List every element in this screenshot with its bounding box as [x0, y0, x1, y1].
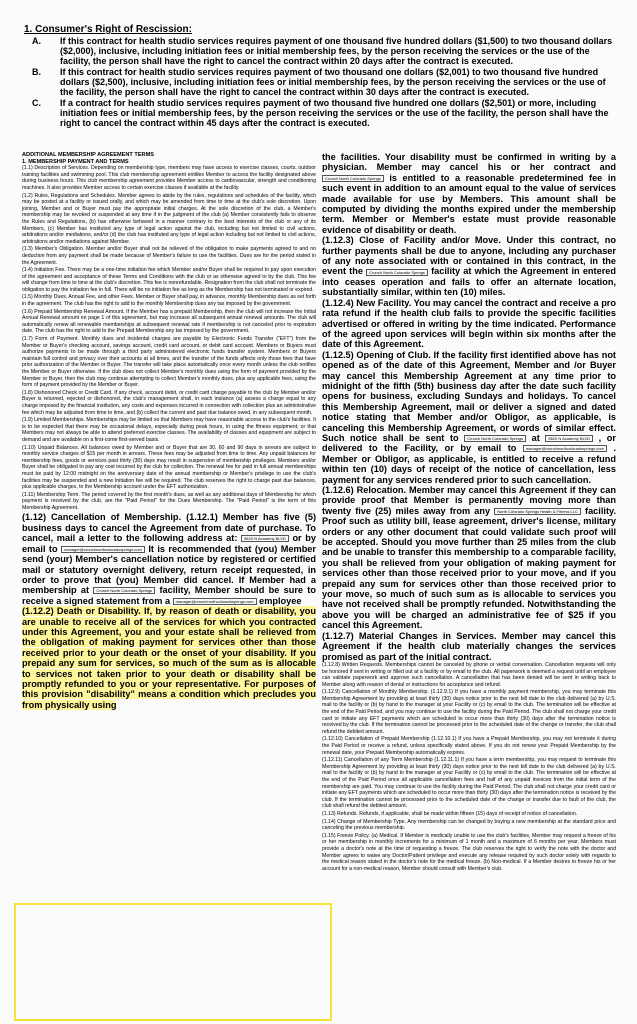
clause-1-12-10: (1.12.10) Cancellation of Prepaid Membership (1.12.10.1) If you have a Prepaid Membership, you may not terminate it during the Paid Period or receive a refund, unless specifically stated above. If you do not renew your Prepaid Membership by the renewal date, your Prepaid Membership automatically expires. [322, 736, 616, 756]
email-stamp: manager@crunchnorthcoloradosprings.com [173, 598, 257, 605]
club-stamp: Crunch North Colorado Springs [464, 435, 526, 442]
club-stamp: Crunch North Colorado Springs [322, 175, 384, 182]
terms-columns [22, 152, 622, 1022]
rescission-title: 1. Consumer's Right of Rescission: [24, 24, 192, 35]
clause-1-12-7: (1.12.7) Material Changes in Services. Member may cancel this Agreement if the health club materially changes the services promised as part of the initial contract. [322, 630, 616, 662]
clause-1-5: (1.5) Monthly Dues, Annual Fee, and other Fees. Member or Buyer shall pay, in advance, monthly Membership dues as set forth in the agreement. The club has the right to add to the monthly Membership dues any tax imposed by the government. [22, 294, 316, 308]
clause-1-1: (1.1) Description of Services. Depending on membership type, members may have access to exercise classes, courts, outdoor training facilities and swimming pool. This club membership agreement entitles Member to access the facility designated above during business hours. This club membership agreement provides Member access to cardiovascular, strength and conditioning machines. It also provides Member access to certain exercise classes if available at the facility. [22, 165, 316, 191]
clause-1-12-cancellation: (1.12) Cancellation of Membership. (1.12.1) Member has five (5) business days to cancel the Agreement from date of purchase. To cancel, mail a letter to the following address at: 5620 N Academy BLVD or by email to manager@crunchnorthcoloradosprings.com It is recommended that (you) Member send (your) Member's cancellation notice by registered or certified mail or statutory overnight delivery, return receipt requested, in order to prove that (you) Member did cancel. If Member had a membership at Crunch North Colorado Springs facility, Member should be sure to receive a signed statement from a manager@crunchnorthcoloradosprings.com employee [22, 512, 316, 606]
clause-1-12-9: (1.12.9) Cancellation of Monthly Membership. (1.12.9.1) If you have a monthly payment membership, you may terminate this Membership Agreement by providing at least thirty (30) days notice prior to the next bill date to the club delivered (a) by U.S. mail to the facility or (b) by hand to the manager at your Facility or (c) by email to the club. The termination will be effective at the end of the Paid Period, and you may continue to use the facility during the Paid Period. The club shall not charge your credit card or initiate any EFT payments which are scheduled to occur more than thirty (30) days after the termination notice is received by the club. If the termination cannot be processed prior to the scheduled date of the change or transfer, the club shall refund the debited amount. [322, 689, 616, 735]
address-stamp: 5620 N Academy BLVD [545, 435, 593, 442]
clause-disability-cont: the facilities. Your disability must be confirmed in writing by a physician. Member may cancel his or her contract and Crunch North Colorado Springs is entitled to a reasonable predetermined fee in such event in addition to an amount equal to the value of services made available for use by Members. This amount shall be computed by dividing the months expired under the membership term. Member or Member's estate must provide reasonable evidence of disability or death. [322, 152, 616, 235]
clause-1-13: (1.13) Refunds. Refunds, if applicable, shall be made within fifteen (15) days of receipt of notice of cancellation. [322, 810, 578, 817]
email-stamp: manager@crunchnorthcoloradosprings.com [61, 546, 145, 553]
left-column [22, 152, 316, 1022]
clause-1-11: (1.11) Membership Term. The period covered by the first month's dues, as well as any additional days of Membership for which payment is received by the club, are the "Paid Period" for the Dues Membership. The "Paid Period" is the term of this Membership Agreement. [22, 491, 316, 511]
clause-1-12-6: (1.12.6) Relocation. Member may cancel this Agreement if they can provide proof that Member is permanently moving more than twenty five (25) miles away from any North Colorado Springs Health & Fitness LLC facility. Proof such as utility bill, lease agreement, driver's license, military orders or any other document that could validate such proof will be accepted. Should you move further than 25 miles from the club and be unable to transfer this membership to a comparable facility, you shall be relieved from your obligation of making payment for services other than those received prior to your move, and if you prepaid any sum for services other than those received prior to your move, so much of such sum as is allocable to services you have not received shall be promptly refunded. Notwithstanding the above you will be charged an administrative fee of $25 if you cancel this Agreement. [322, 485, 616, 631]
clause-1-3: (1.3) Member's Obligation. Member and/or Buyer shall not be relieved of the obligation to make payments agreed to and no deduction from any payment shall be made because of Member's failure to use the facilities. Dues are for the period stated in the Agreement. [22, 246, 316, 266]
clause-1-14: (1.14) Change of Membership Type. Any membership can be changed by buying a new membership at the standard price and canceling the previous membership. [322, 818, 616, 832]
clause-1-12-2-death-disability: (1.12.2) Death or Disability. If, by reason of death or disability, you are unable to receive all of the services for which you contracted under this Agreement, you and your estate shall be relieved from the obligation of making payment for services other than those received prior to your death or the onset of your disability. If you prepaid any sum for services, so much of the sum as is allocable to services not taken prior to your death or disability shall be promptly refunded to you or your representative. For purposes of this provision "disability" means a condition which precludes you from physically using [22, 606, 316, 710]
clause-1-9: (1.9) Limited Memberships. Memberships may be limited so that Members may have reasonable access to the club's facilities. It is to be expected that there may be occasional delays, especially during peak hours, in using the fitness equipment; or that Members may not always be able to attend preferred exercise classes. The availability of classes and equipment are subject to demand and are available on a first-come first-served basis. [22, 417, 316, 443]
clause-1-12-11: (1.12.11) Cancellation of any Term Membership (1.12.11.1) If you have a term membership, you may request to terminate this Membership Agreement by providing at least thirty (30) days notice prior to the next bill date to the club delivered (a) by U.S. mail to the facility or (b) by hand to the manager at your Facility or (c) by email to the club. The termination will be effective at the end of the Paid Period once all applicable cancellation fees and half of any unpaid invoices from the initial term of the membership are paid. You may continue to use the facility during the Paid Period. The club shall not charge your credit card or initiate any EFT payments which are scheduled to occur more than thirty (30) days after the termination notice is received by the club. If the termination cannot be processed prior to the scheduled date of the change or transfer due to fault of the club, the club shall refund the debited amount. [322, 757, 616, 810]
email-stamp: manager@crunchnorthcoloradosprings.com [523, 445, 607, 452]
rescission-item-a: A. If this contract for health studio services requires payment of one thousand five hundred dollars ($1,500) to two thousand dollars ($2,000), inclusive, including initiation fees or initial membership fees, by the person receiving the services or the use of the facility, the person shall have the right to cancel the contract within 20 days after the contract is executed. [32, 36, 613, 66]
clause-1-15: (1.15) Freeze Policy. (a) Medical. If Member is medically unable to use the club's facilities, Member may request a freeze of his or her membership in monthly increments for a minimum of 1 month and a maximum of 6 months per year. Members must provide a doctor's note at the time of requesting a freeze. The club reserves the right to verify the note with the doctor and Member agrees to waive any Doctor/Patient privilege and execute any release required by such doctor solely with regards to the medical reason stated in the doctor's note for the medical freeze. (b) Non-medical. If a Member desires to freeze his or her account for a non-medical reason, Member should consult with Member's club. [322, 832, 616, 872]
clause-1-12-5: (1.12.5) Opening of Club. If the facility first identified above has not opened as of the date of this Agreement, Member and /or Buyer may cancel this Membership Agreement at any time prior to midnight of the fifth (5th) business day after the date such facility opens for business, excluding Sundays and holidays. To cancel this Membership Agreement, mail or deliver a signed and dated notice stating that Member and/or Obligor, as applicable, is canceling this Membership Agreement, or words of similar effect. Such notice shall be sent to Crunch North Colorado Springs at 5620 N Academy BLVD , or delivered to the Facility, or by email to manager@crunchnorthcoloradosprings.com . Member or Obligor, as applicable, is entitled to receive a refund within ten (10) days of receipt of the notice of cancellation, less payment for any services rendered prior to such cancellation. [322, 349, 616, 485]
clause-1-12-8: (1.12.8) Written Requests. Memberships cannot be canceled by phone or verbal conversation. Cancellation requests will only be honored if sent in writing or filled out at a facility or by email to the club. All paperwork is deemed a request until an employee can validate paperwork and approve such cancellation. A cancellation that has been denied will be sent in writing back to Member along with reason of denial or instructions for acceptance and refund. [322, 661, 616, 688]
clause-1-4: (1.4) Initiation Fee. There may be a one-time initiation fee which Member and/or Buyer shall be required to pay upon execution of the agreement and acceptance of these Terms and Conditions with the club or as otherwise agreed to by the club. This fee will change from time to time at the club's discretion. This fee is nonrefundable. Resignation from the club shall not terminate the obligation to pay the initiation fee in full. There will be no initiation fee as long as the Membership has not terminated or expired. [22, 267, 316, 293]
clause-1-10: (1.10) Unpaid Balances. All balances owed by Member and or Buyer that are 30, 60 and 90 days in arrears are subject to monthly service charges of $15 per month in arrears. These fees may be adjusted from time to time. Any unpaid balances for membership fees, goods or services past thirty (30) days may result in suspension of membership privileges. Members and/or Buyer shall be obligated to pay any cost incurred by the club for collection. The renewal fee for paid in full annual memberships must be paid by 12:00 midnight on the anniversary date of the annual membership or Member's privilege to use the club's facilities may be suspended and a new Initiation fee will be required. The club reserves the right to charge past due balances, plus applicable charges, to the Membership account under the EFT authorization. [22, 444, 316, 491]
clause-1-7: (1.7) Form of Payment. Monthly dues and incidental charges are payable by Electronic Funds Transfer ("EFT") from the Member or Buyer's checking account, savings account, credit card account, or debit card account. Members or Buyers must authorize payments to be made through a third party administered electronic funds transfer system. Members or Buyers maintain full control and privacy over their accounts at all times, and the transfer of the funds affects only those fees that have prior authorization of the Member or Buyer. The transfer will take place automatically once every month unless the club notifies the Member or Buyer otherwise. If the club does not collect Member's monthly dues using the form of payment provided by the Member or Buyer, then the club may continue attempting to collect Member's monthly dues, plus any applicable fees, using the form of payment provided by the Member or Buyer. [22, 336, 316, 389]
agreement-terms-heading: ADDITIONAL MEMBERSHIP AGREEMENT TERMS [22, 152, 154, 158]
payment-terms-heading: 1. MEMBERSHIP PAYMENT AND TERMS [22, 158, 129, 165]
rescission-section [24, 24, 620, 129]
clause-1-12-3: (1.12.3) Close of Facility and/or Move. Under this contract, no further payments shall be due to anyone, including any purchaser of any note associated with or contained in this contract, in the event the Crunch North Colorado Springs facility at which the Agreement in entered into ceases operation and fails to offer an alternate location, substantially similar, within ten (10) miles. [322, 235, 616, 298]
clause-1-12-4: (1.12.4) New Facility. You may cancel the contract and receive a pro rata refund if the health club fails to provide the specific facilities advertised or offered in writing by the time indicated. Performance of the agreed upon services will begin within six months after the date of this Agreement. [322, 297, 616, 350]
clause-1-2: (1.2) Rules, Regulations and Schedules. Member agrees to abide by the rules, regulations and schedules of the facility, which may be posted at a facility or issued orally, and which may be amended from time to time at the club's sole discretion. Upon joining, Member and or Buyer must pay the appropriate initial charges. At the sole discretion of the club, a Member's membership may be revoked or suspended at any time if in the judgment of the club (a) Member consistently fails to observe the Rules and Regulations, (b) has otherwise behaved in a manner contrary to the best interests of the club or any of its Members, (c) Member has instituted any type of legal action against the club, including but not limited to civil actions, arbitrations and/or mediations, and/or (d) the club has instituted any type of legal action including but not limited to civil actions, arbitrations and/or mediations against Member. [22, 192, 316, 245]
club-stamp: Crunch North Colorado Springs [366, 269, 428, 276]
clause-1-6: (1.6) Prepaid Membership Renewal Amount. If the Member has a prepaid Membership, then the club will not increase the Initial Annual Renewal amount on page 1 of this agreement, but may increase all subsequent annual renewal amounts. The club will automatically renew all renewable memberships at subsequent renewal rate if membership is not canceled prior to expiration date. The club has the right to add to the Prepaid Membership any tax imposed by the government. [22, 308, 316, 335]
right-column [322, 152, 616, 1022]
rescission-item-c: C. If a contract for health studio services requires payment of two thousand five hundred one dollars ($2,501) or more, including initiation fees or initial membership fees, by the person receiving the services or the use of the facility, the person shall have the right to cancel the contract within 45 days after the contract is executed. [32, 98, 609, 128]
rescission-item-b: B. If this contract for health studio services requires payment of two thousand one dollars ($2,001) to two thousand five hundred dollars ($2,500), inclusive, including initiation fees or initial membership fees, by the person receiving the services or the use of the facility, the person shall have the right to cancel the contract within 30 days after the contract is executed. [32, 67, 606, 97]
club-stamp: Crunch North Colorado Springs [93, 587, 155, 594]
address-stamp: 5620 N Academy BLVD [241, 535, 289, 542]
group-stamp: North Colorado Springs Health & Fitness LLC [494, 508, 581, 515]
clause-1-8: (1.8) Dishonored Check or Credit Card. If any check, account debit, or credit card charge payable to the club by Member and/or Buyer is returned, rejected or dishonored, the club's management shall, in each instance (a) assess a charge equal to any charge imposed by the financial institution, any costs and expenses incurred in connection with collection plus an administrative fee which may be adjusted from time to time, and (b) collect the current and past due balance owed, in any subsequent month. [22, 389, 316, 416]
